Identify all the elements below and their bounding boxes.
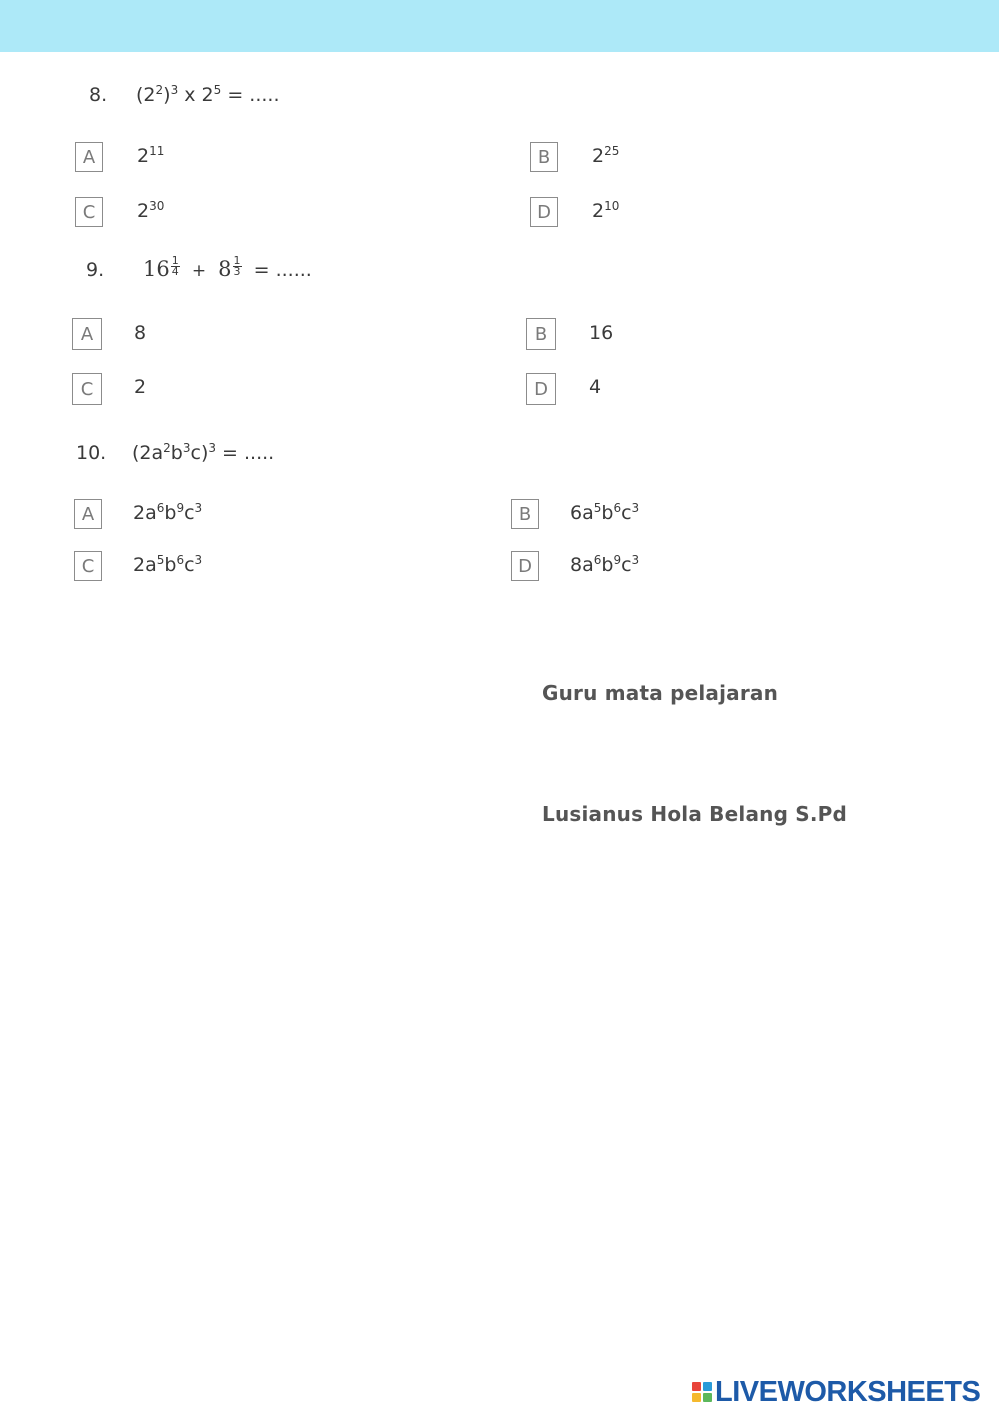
q8-option-d-checkbox[interactable]: D	[530, 197, 558, 227]
q10-exp: 2	[163, 441, 171, 455]
opt-part: b	[164, 554, 177, 576]
q8-option-b-checkbox[interactable]: B	[530, 142, 558, 172]
q10-option-d-checkbox[interactable]: D	[511, 551, 539, 581]
q8-exp: 2	[155, 83, 164, 97]
question-10-text	[132, 442, 274, 464]
q9-fraction	[171, 256, 180, 277]
opt-exp: 5	[156, 553, 165, 567]
q10-option-c-text	[133, 554, 202, 576]
q8-option-c-text	[137, 200, 164, 222]
q9-fraction	[233, 256, 242, 277]
opt-part: c	[184, 554, 195, 576]
signature-title: Guru mata pelajaran	[542, 681, 779, 705]
question-9-text	[143, 256, 312, 281]
opt-exp: 3	[631, 501, 640, 515]
opt-exp: 25	[604, 144, 620, 158]
q8-part: = .....	[221, 84, 280, 106]
q8-option-a-text	[137, 145, 164, 167]
opt-base: 2	[592, 200, 605, 222]
opt-part: 2a	[133, 554, 157, 576]
q8-exp: 3	[170, 83, 179, 97]
q9-plus: +	[191, 261, 207, 281]
signature-name: Lusianus Hola Belang S.Pd	[542, 802, 848, 826]
q9-option-b-text: 16	[589, 322, 614, 344]
liveworksheets-logo	[692, 1375, 980, 1409]
opt-part: c	[184, 502, 195, 524]
opt-exp: 3	[194, 553, 203, 567]
q8-exp: 5	[213, 83, 222, 97]
q10-part: b	[170, 442, 183, 464]
opt-exp: 9	[176, 501, 185, 515]
q8-option-a-checkbox[interactable]: A	[75, 142, 103, 172]
q10-option-b-text	[570, 502, 639, 524]
liveworksheets-logo-text: LIVEWORKSHEETS	[715, 1375, 981, 1408]
q9-equals: = ......	[253, 259, 312, 281]
q10-part: (2a	[132, 442, 164, 464]
question-9-number: 9.	[86, 259, 105, 281]
frac-num: 1	[233, 254, 241, 267]
logo-tile	[703, 1382, 712, 1391]
frac-den: 3	[233, 265, 241, 278]
opt-exp: 11	[149, 144, 165, 158]
opt-exp: 3	[631, 553, 640, 567]
q8-option-b-text	[592, 145, 619, 167]
top-header-bar	[0, 0, 999, 52]
opt-base: 2	[137, 200, 150, 222]
q10-option-c-checkbox[interactable]: C	[74, 551, 102, 581]
q9-option-d-text: 4	[589, 376, 602, 398]
q9-option-b-checkbox[interactable]: B	[526, 318, 556, 350]
q9-option-d-checkbox[interactable]: D	[526, 373, 556, 405]
q10-part: c)	[190, 442, 209, 464]
q8-part: x 2	[178, 84, 214, 106]
liveworksheets-logo-icon	[692, 1382, 712, 1402]
q10-option-a-text	[133, 502, 202, 524]
q8-part: (2	[136, 84, 156, 106]
opt-exp: 6	[613, 501, 622, 515]
opt-part: b	[164, 502, 177, 524]
opt-part: c	[621, 554, 632, 576]
opt-exp: 3	[194, 501, 203, 515]
opt-exp: 6	[156, 501, 165, 515]
logo-tile	[692, 1393, 701, 1402]
question-8-text	[136, 84, 279, 106]
q10-option-d-text	[570, 554, 639, 576]
opt-part: b	[601, 554, 614, 576]
q9-base: 16	[143, 257, 170, 281]
q9-base: 8	[218, 257, 232, 281]
q8-option-d-text	[592, 200, 619, 222]
opt-part: 2a	[133, 502, 157, 524]
opt-part: b	[601, 502, 614, 524]
logo-tile	[692, 1382, 701, 1391]
q9-option-a-text: 8	[134, 322, 147, 344]
q10-part: = .....	[216, 442, 275, 464]
q8-part: )	[163, 84, 171, 106]
q10-exp: 3	[208, 441, 216, 455]
logo-tile	[703, 1393, 712, 1402]
frac-num: 1	[171, 254, 179, 267]
opt-base: 2	[137, 145, 150, 167]
opt-exp: 30	[149, 199, 165, 213]
q10-exp: 3	[182, 441, 191, 455]
q10-option-b-checkbox[interactable]: B	[511, 499, 539, 529]
q8-option-c-checkbox[interactable]: C	[75, 197, 103, 227]
q10-option-a-checkbox[interactable]: A	[74, 499, 102, 529]
opt-exp: 10	[604, 199, 620, 213]
q9-option-a-checkbox[interactable]: A	[72, 318, 102, 350]
question-8-number: 8.	[89, 84, 108, 106]
opt-exp: 6	[593, 553, 602, 567]
opt-exp: 6	[176, 553, 185, 567]
question-10-number: 10.	[76, 442, 107, 464]
opt-exp: 9	[613, 553, 622, 567]
opt-part: c	[621, 502, 632, 524]
frac-den: 4	[171, 265, 179, 278]
opt-exp: 5	[593, 501, 602, 515]
q9-option-c-text: 2	[134, 376, 147, 398]
opt-base: 2	[592, 145, 605, 167]
opt-part: 8a	[570, 554, 594, 576]
q9-option-c-checkbox[interactable]: C	[72, 373, 102, 405]
opt-part: 6a	[570, 502, 594, 524]
